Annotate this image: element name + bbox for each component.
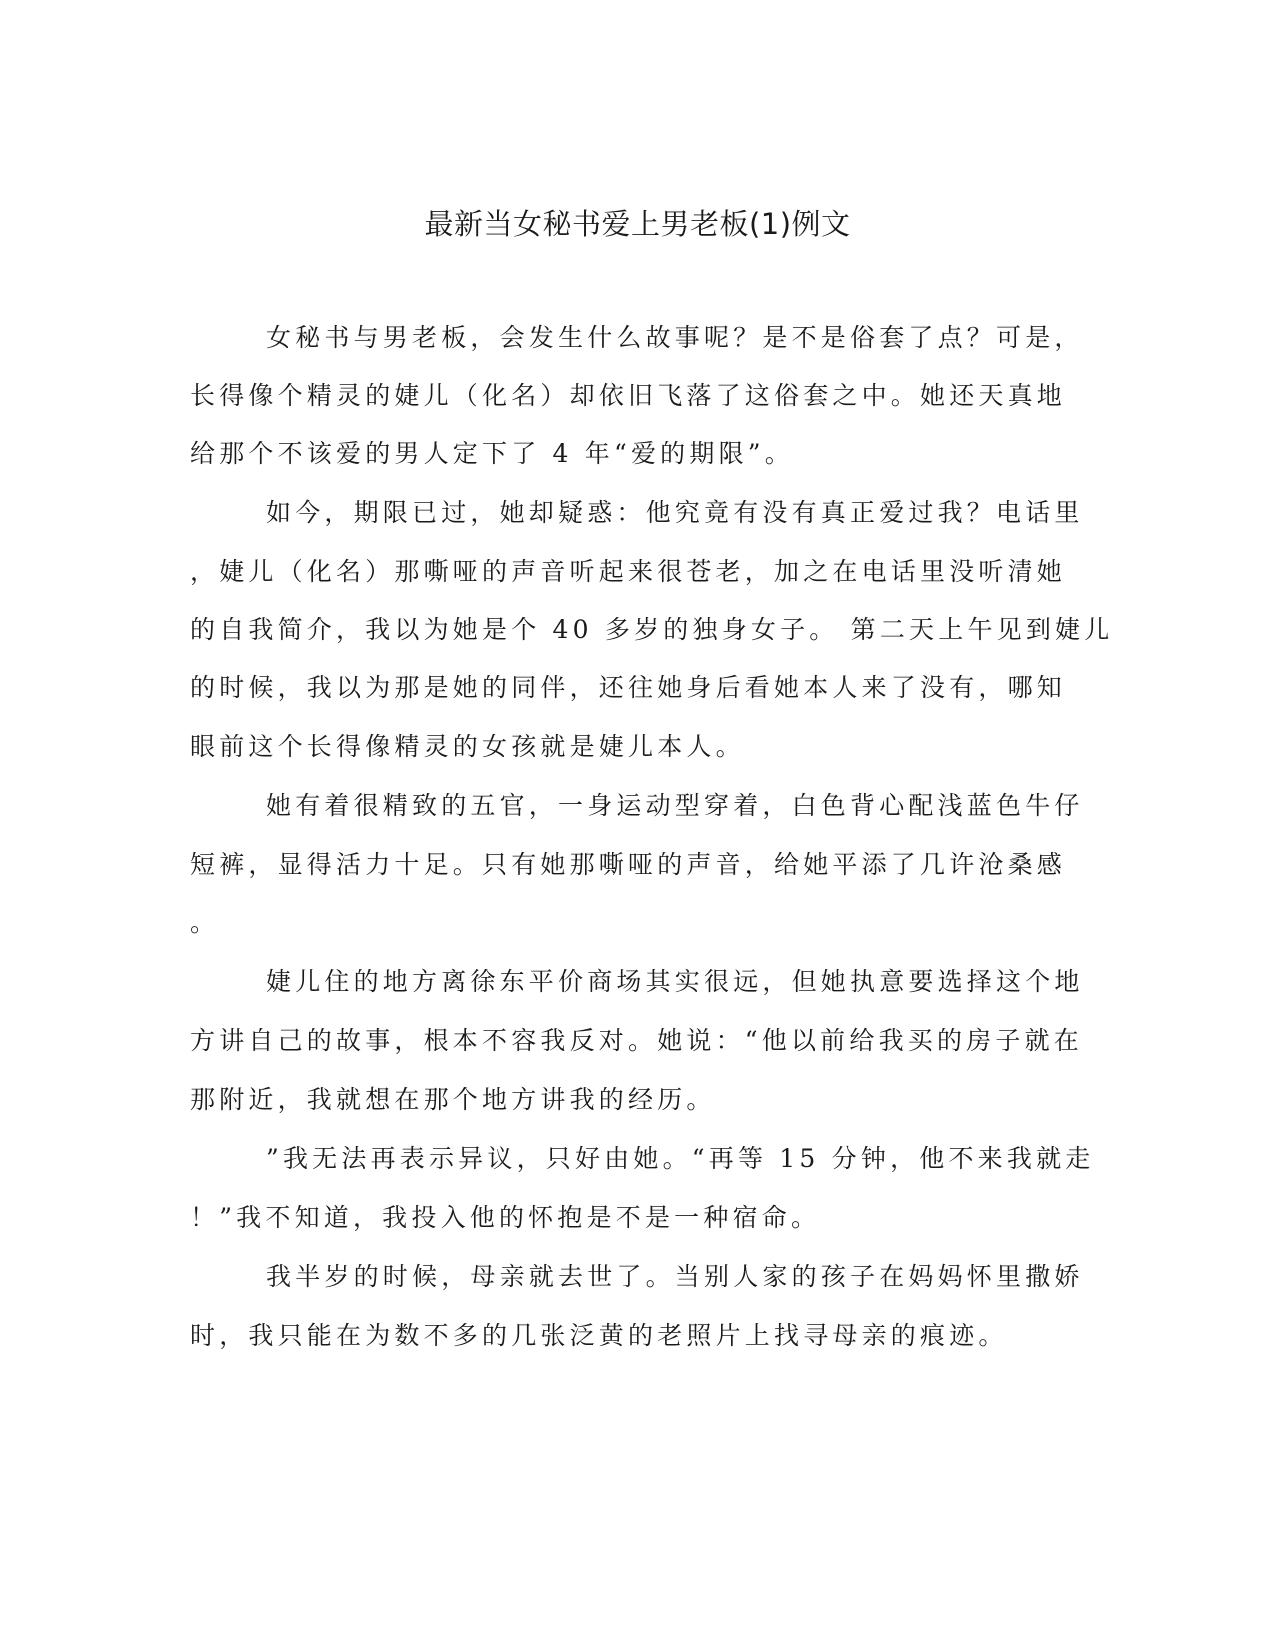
paragraph-line: 眼前这个长得像精灵的女孩就是婕儿本人。 <box>190 732 745 761</box>
paragraph-line: 的时候，我以为那是她的同伴，还往她身后看她本人来了没有，哪知 <box>190 673 1067 702</box>
paragraph-line: 。 <box>190 908 220 937</box>
paragraph-line: 那附近，我就想在那个地方讲我的经历。 <box>190 1085 716 1114</box>
paragraph-line: ”我无法再表示异议，只好由她。“再等 15 分钟，他不来我就走 <box>266 1144 1095 1173</box>
paragraph-line: 给那个不该爱的男人定下了 4 年“爱的期限”。 <box>190 439 794 468</box>
paragraph-line: ！”我不知道，我投入他的怀抱是不是一种宿命。 <box>190 1203 821 1232</box>
document-title: 最新当女秘书爱上男老板(1)例文 <box>424 207 851 241</box>
paragraph-line: 长得像个精灵的婕儿（化名）却依旧飞落了这俗套之中。她还天真地 <box>190 381 1067 410</box>
paragraph-line: 方讲自己的故事，根本不容我反对。她说：“他以前给我买的房子就在 <box>190 1026 1083 1055</box>
paragraph-line: 婕儿住的地方离徐东平价商场其实很远，但她执意要选择这个地 <box>266 967 1084 996</box>
paragraph-line: 时，我只能在为数不多的几张泛黄的老照片上找寻母亲的痕迹。 <box>190 1321 1008 1350</box>
paragraph-line: 短裤，显得活力十足。只有她那嘶哑的声音，给她平添了几许沧桑感 <box>190 850 1067 879</box>
paragraph-line: 我半岁的时候，母亲就去世了。当别人家的孩子在妈妈怀里撒娇 <box>266 1262 1084 1291</box>
paragraph-line: 如今，期限已过，她却疑惑：他究竟有没有真正爱过我？电话里 <box>266 498 1084 527</box>
paragraph-line: 女秘书与男老板，会发生什么故事呢？是不是俗套了点？可是， <box>266 323 1084 352</box>
paragraph-line: 她有着很精致的五官，一身运动型穿着，白色背心配浅蓝色牛仔 <box>266 791 1084 820</box>
paragraph-line: ，婕儿（化名）那嘶哑的声音听起来很苍老，加之在电话里没听清她 <box>190 557 1067 586</box>
paragraph-line: 的自我简介，我以为她是个 40 多岁的独身女子。 第二天上午见到婕儿 <box>190 615 1114 644</box>
